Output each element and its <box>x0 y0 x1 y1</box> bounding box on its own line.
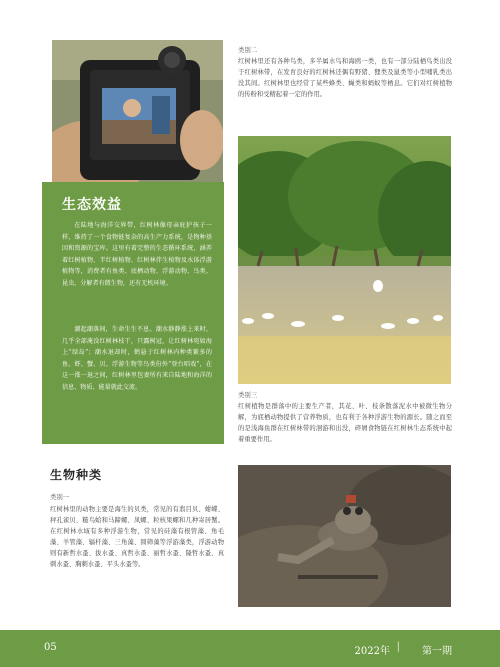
category-two-label: 类别二 <box>238 46 258 54</box>
footer-bar <box>0 630 500 667</box>
category-one-text: 红树林里的动物主要是海生的贝类，常见的有翡目贝、蚶蝶、秤孔雀贝、糙鸟蛤和马蹄螺、凤螺、粒核果螺和几种寄居蟹。在红树林水域有多种浮游生物，常见的硅藻有根管藻、角毛藻、羊管藻、辐杆藻、三角藻、圆筛藻等浮游藻类，浮游动物则有新哲水蚤、拔水蚤、真哲水蚤、丽哲水蚤、隆哲水蚤、真刺水蚤、胸刺水蚤、平头水蚤等。 <box>50 506 224 568</box>
species-title: 生物种类 <box>50 468 103 482</box>
camera-photo <box>52 40 223 190</box>
page-number: 05 <box>44 642 57 653</box>
mangrove-illustration <box>238 136 451 384</box>
panel-title: 生态效益 <box>62 197 122 213</box>
footer-issue: 第一期 <box>422 646 452 657</box>
panel-paragraph-2: 潮起潮落间，生命生生不息。潮水静静涨上来时，几乎全部淹没红树林枝干，只露树冠，让红树林宛如海上“绿岛”；潮水退却时，鹤悬于红树林内种类繁多的鱼、虾、蟹、贝、浮游生物等鸟类份外“登台唱戏”，在这一涨一退之间，红树林里包妻所有来自陆地和海洋的信息、物质、能量就此交流。 <box>62 326 212 391</box>
category-three-text: 红树植物是群落中的主要生产者，其花、叶、枝条散落泥水中被微生物分解，为底栖动物提供了营养物质，也有利于各种浮游生物的源长。随之而至的是浅海鱼群在红树林带的洄游和出没，碎屑食物链在红树林生态系统中起着重要作用。 <box>238 403 452 443</box>
ecological-benefits-panel <box>42 182 224 444</box>
mudskipper-illustration <box>238 465 451 607</box>
panel-paragraph-1: 在陆地与海洋交界带，红树林像母亲庇护孩子一样，维持了一个食物链复杂的高生产力系统，是物种基因和资源的宝库。这里有着完整的生态循环系统，涵养着红树植物、半红树植物、红树林伴生植物及水体浮游植物等，消费者有鱼类、底栖动物、浮游动物、鸟类、昆虫，分解者有微生物，还有无机环境。 <box>62 222 212 287</box>
mangrove-photo <box>238 136 451 384</box>
mudskipper-photo <box>238 465 451 607</box>
category-two-text: 红树林里还有各种鸟类，多半属水鸟和海鸥一类，也有一部分陆栖鸟类出没于红树林带，在发育良好的红树林还偶有野猪、狸类及鼠类等小型哺乳类出没其间。红树林里也经常了某些蜂类、蝇类和蚂蚁等栖息。它们对红树植物的传粉和受精起着一定的作用。 <box>238 58 452 98</box>
camera-illustration <box>52 40 223 190</box>
footer-separator: | <box>396 641 400 652</box>
category-three-label: 类别三 <box>238 391 258 399</box>
footer-year: 2022年 <box>354 646 390 657</box>
category-one-label: 类别一 <box>50 493 70 501</box>
